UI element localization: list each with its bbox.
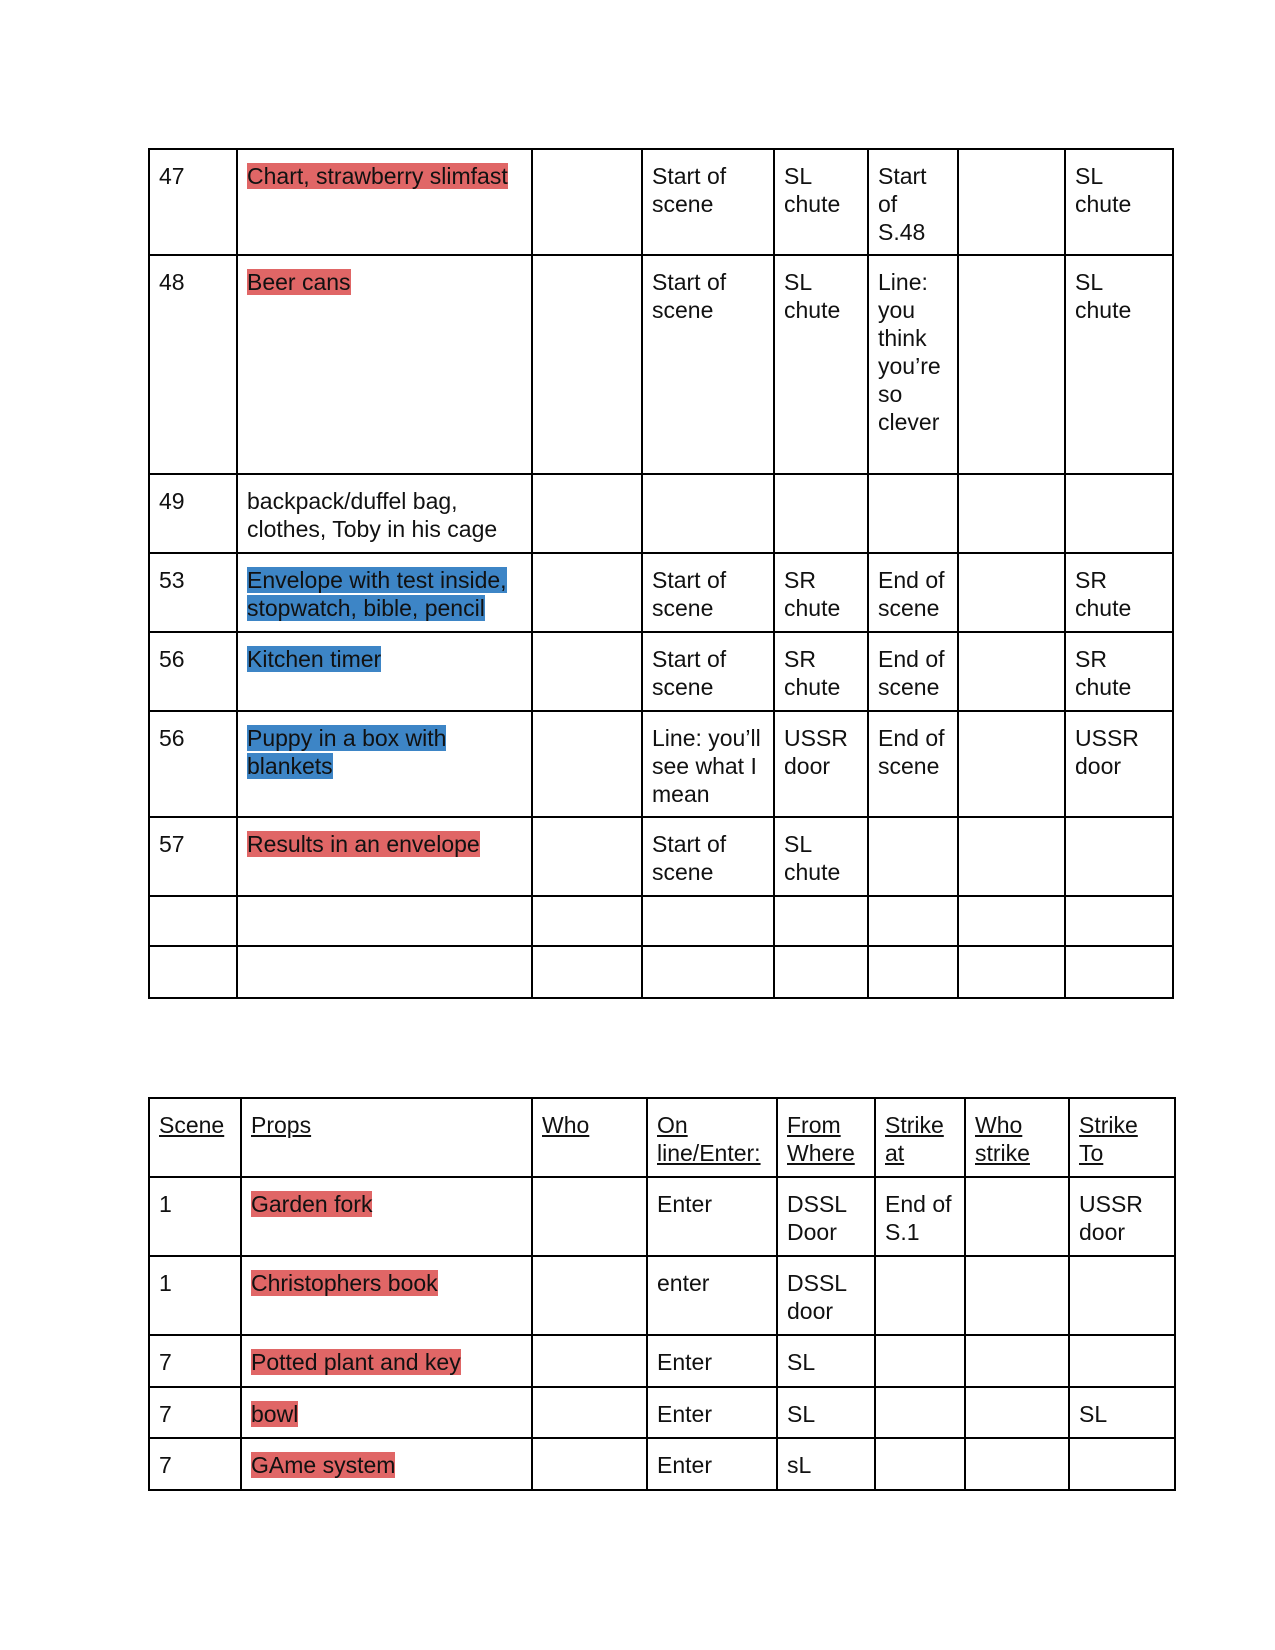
strike-at-cell bbox=[875, 1387, 965, 1438]
who-strike-cell bbox=[958, 632, 1065, 711]
strike-at-cell: End of scene bbox=[868, 553, 958, 632]
scene-cell: 1 bbox=[149, 1256, 241, 1335]
strike-at-cell bbox=[875, 1256, 965, 1335]
from-cell: SL bbox=[777, 1387, 875, 1438]
strike-to-cell: SL chute bbox=[1065, 149, 1173, 255]
table-row bbox=[149, 1387, 1175, 1438]
header-row bbox=[149, 1098, 1175, 1177]
props-text: Results in an envelope bbox=[247, 831, 480, 857]
table-row bbox=[149, 1256, 1175, 1335]
props-text: Envelope with test inside, stopwatch, bible, pencil bbox=[247, 567, 507, 621]
who-cell bbox=[532, 149, 642, 255]
who-strike-cell bbox=[965, 1387, 1069, 1438]
strike-to-cell bbox=[1069, 1335, 1175, 1387]
props-table-continued bbox=[148, 148, 1174, 999]
strike-at-cell: End of scene bbox=[868, 711, 958, 817]
who-strike-cell bbox=[965, 1177, 1069, 1256]
from-cell: DSSL door bbox=[777, 1256, 875, 1335]
strike-to-cell: USSR door bbox=[1069, 1177, 1175, 1256]
on-cell bbox=[642, 474, 774, 553]
strike-to-cell bbox=[1065, 474, 1173, 553]
who-strike-cell bbox=[958, 553, 1065, 632]
from-cell: SR chute bbox=[774, 553, 868, 632]
table-row bbox=[149, 1335, 1175, 1387]
on-cell: Enter bbox=[647, 1387, 777, 1438]
from-cell: SR chute bbox=[774, 632, 868, 711]
props-text: Garden fork bbox=[251, 1191, 373, 1217]
strike-at-cell: End of scene bbox=[868, 632, 958, 711]
on-cell: Start of scene bbox=[642, 632, 774, 711]
who-cell bbox=[532, 1256, 647, 1335]
table-row bbox=[149, 817, 1173, 896]
on-cell: Start of scene bbox=[642, 255, 774, 474]
who-cell bbox=[532, 817, 642, 896]
table-row bbox=[149, 553, 1173, 632]
strike-to-cell: USSR door bbox=[1065, 711, 1173, 817]
on-cell: Start of scene bbox=[642, 817, 774, 896]
from-cell: SL bbox=[777, 1335, 875, 1387]
props-cell bbox=[237, 817, 532, 896]
from-cell: SL chute bbox=[774, 255, 868, 474]
who-strike-cell bbox=[958, 255, 1065, 474]
who-strike-cell bbox=[965, 1335, 1069, 1387]
strike-to-cell: SR chute bbox=[1065, 632, 1173, 711]
table-row bbox=[149, 255, 1173, 474]
props-cell bbox=[237, 474, 532, 553]
on-cell: Enter bbox=[647, 1177, 777, 1256]
from-cell: USSR door bbox=[774, 711, 868, 817]
on-cell: Enter bbox=[647, 1335, 777, 1387]
on-cell: Start of scene bbox=[642, 149, 774, 255]
props-text: Christophers book bbox=[251, 1270, 438, 1296]
strike-at-cell bbox=[868, 474, 958, 553]
scene-cell: 47 bbox=[149, 149, 237, 255]
props-text: Beer cans bbox=[247, 269, 351, 295]
header-from-where: From Where bbox=[777, 1098, 875, 1177]
scene-cell: 7 bbox=[149, 1335, 241, 1387]
empty-row bbox=[149, 946, 1173, 998]
strike-at-cell: Start of S.48 bbox=[868, 149, 958, 255]
scene-cell: 56 bbox=[149, 632, 237, 711]
who-cell bbox=[532, 474, 642, 553]
strike-to-cell bbox=[1069, 1438, 1175, 1490]
who-cell bbox=[532, 711, 642, 817]
table-row bbox=[149, 474, 1173, 553]
scene-cell: 1 bbox=[149, 1177, 241, 1256]
header-props: Props bbox=[241, 1098, 532, 1177]
on-cell: enter bbox=[647, 1256, 777, 1335]
scene-cell: 49 bbox=[149, 474, 237, 553]
strike-to-cell: SR chute bbox=[1065, 553, 1173, 632]
who-cell bbox=[532, 553, 642, 632]
who-cell bbox=[532, 1177, 647, 1256]
strike-to-cell: SL chute bbox=[1065, 255, 1173, 474]
strike-to-cell bbox=[1065, 817, 1173, 896]
props-cell bbox=[241, 1256, 532, 1335]
strike-to-cell: SL bbox=[1069, 1387, 1175, 1438]
strike-at-cell bbox=[875, 1335, 965, 1387]
from-cell bbox=[774, 474, 868, 553]
scene-cell: 53 bbox=[149, 553, 237, 632]
who-cell bbox=[532, 1438, 647, 1490]
table-row bbox=[149, 632, 1173, 711]
strike-at-cell bbox=[875, 1438, 965, 1490]
strike-at-cell bbox=[868, 817, 958, 896]
props-table bbox=[148, 1097, 1176, 1491]
from-cell: sL bbox=[777, 1438, 875, 1490]
props-cell bbox=[241, 1387, 532, 1438]
scene-cell: 7 bbox=[149, 1387, 241, 1438]
props-cell bbox=[237, 632, 532, 711]
empty-row bbox=[149, 896, 1173, 946]
props-text: Chart, strawberry slimfast bbox=[247, 163, 508, 189]
who-strike-cell bbox=[965, 1256, 1069, 1335]
on-cell: Line: you’ll see what I mean bbox=[642, 711, 774, 817]
who-cell bbox=[532, 632, 642, 711]
props-cell bbox=[241, 1177, 532, 1256]
props-text: backpack/duffel bag, clothes, Toby in his cage bbox=[247, 488, 498, 542]
who-strike-cell bbox=[965, 1438, 1069, 1490]
props-text: Kitchen timer bbox=[247, 646, 382, 672]
on-cell: Enter bbox=[647, 1438, 777, 1490]
header-strike-to: Strike To bbox=[1069, 1098, 1175, 1177]
who-cell bbox=[532, 1387, 647, 1438]
header-scene: Scene bbox=[149, 1098, 241, 1177]
props-text: Potted plant and key bbox=[251, 1349, 461, 1375]
props-cell bbox=[237, 255, 532, 474]
props-cell bbox=[237, 553, 532, 632]
props-text: bowl bbox=[251, 1401, 299, 1427]
table-row bbox=[149, 1438, 1175, 1490]
who-strike-cell bbox=[958, 817, 1065, 896]
strike-at-cell: Line: you think you’re so clever bbox=[868, 255, 958, 474]
props-cell bbox=[241, 1438, 532, 1490]
who-cell bbox=[532, 1335, 647, 1387]
who-strike-cell bbox=[958, 149, 1065, 255]
scene-cell: 57 bbox=[149, 817, 237, 896]
header-strike-at: Strike at bbox=[875, 1098, 965, 1177]
header-who-strike: Who strike bbox=[965, 1098, 1069, 1177]
table-row bbox=[149, 711, 1173, 817]
table-row bbox=[149, 149, 1173, 255]
scene-cell: 7 bbox=[149, 1438, 241, 1490]
who-strike-cell bbox=[958, 474, 1065, 553]
from-cell: SL chute bbox=[774, 817, 868, 896]
header-who: Who bbox=[532, 1098, 647, 1177]
from-cell: SL chute bbox=[774, 149, 868, 255]
props-cell bbox=[237, 149, 532, 255]
strike-at-cell: End of S.1 bbox=[875, 1177, 965, 1256]
who-cell bbox=[532, 255, 642, 474]
props-text: GAme system bbox=[251, 1452, 396, 1478]
header-on-line-enter: On line/Enter: bbox=[647, 1098, 777, 1177]
strike-to-cell bbox=[1069, 1256, 1175, 1335]
on-cell: Start of scene bbox=[642, 553, 774, 632]
table-row bbox=[149, 1177, 1175, 1256]
props-cell bbox=[241, 1335, 532, 1387]
props-cell bbox=[237, 711, 532, 817]
props-text: Puppy in a box with blankets bbox=[247, 725, 447, 779]
from-cell: DSSL Door bbox=[777, 1177, 875, 1256]
who-strike-cell bbox=[958, 711, 1065, 817]
scene-cell: 56 bbox=[149, 711, 237, 817]
scene-cell: 48 bbox=[149, 255, 237, 474]
